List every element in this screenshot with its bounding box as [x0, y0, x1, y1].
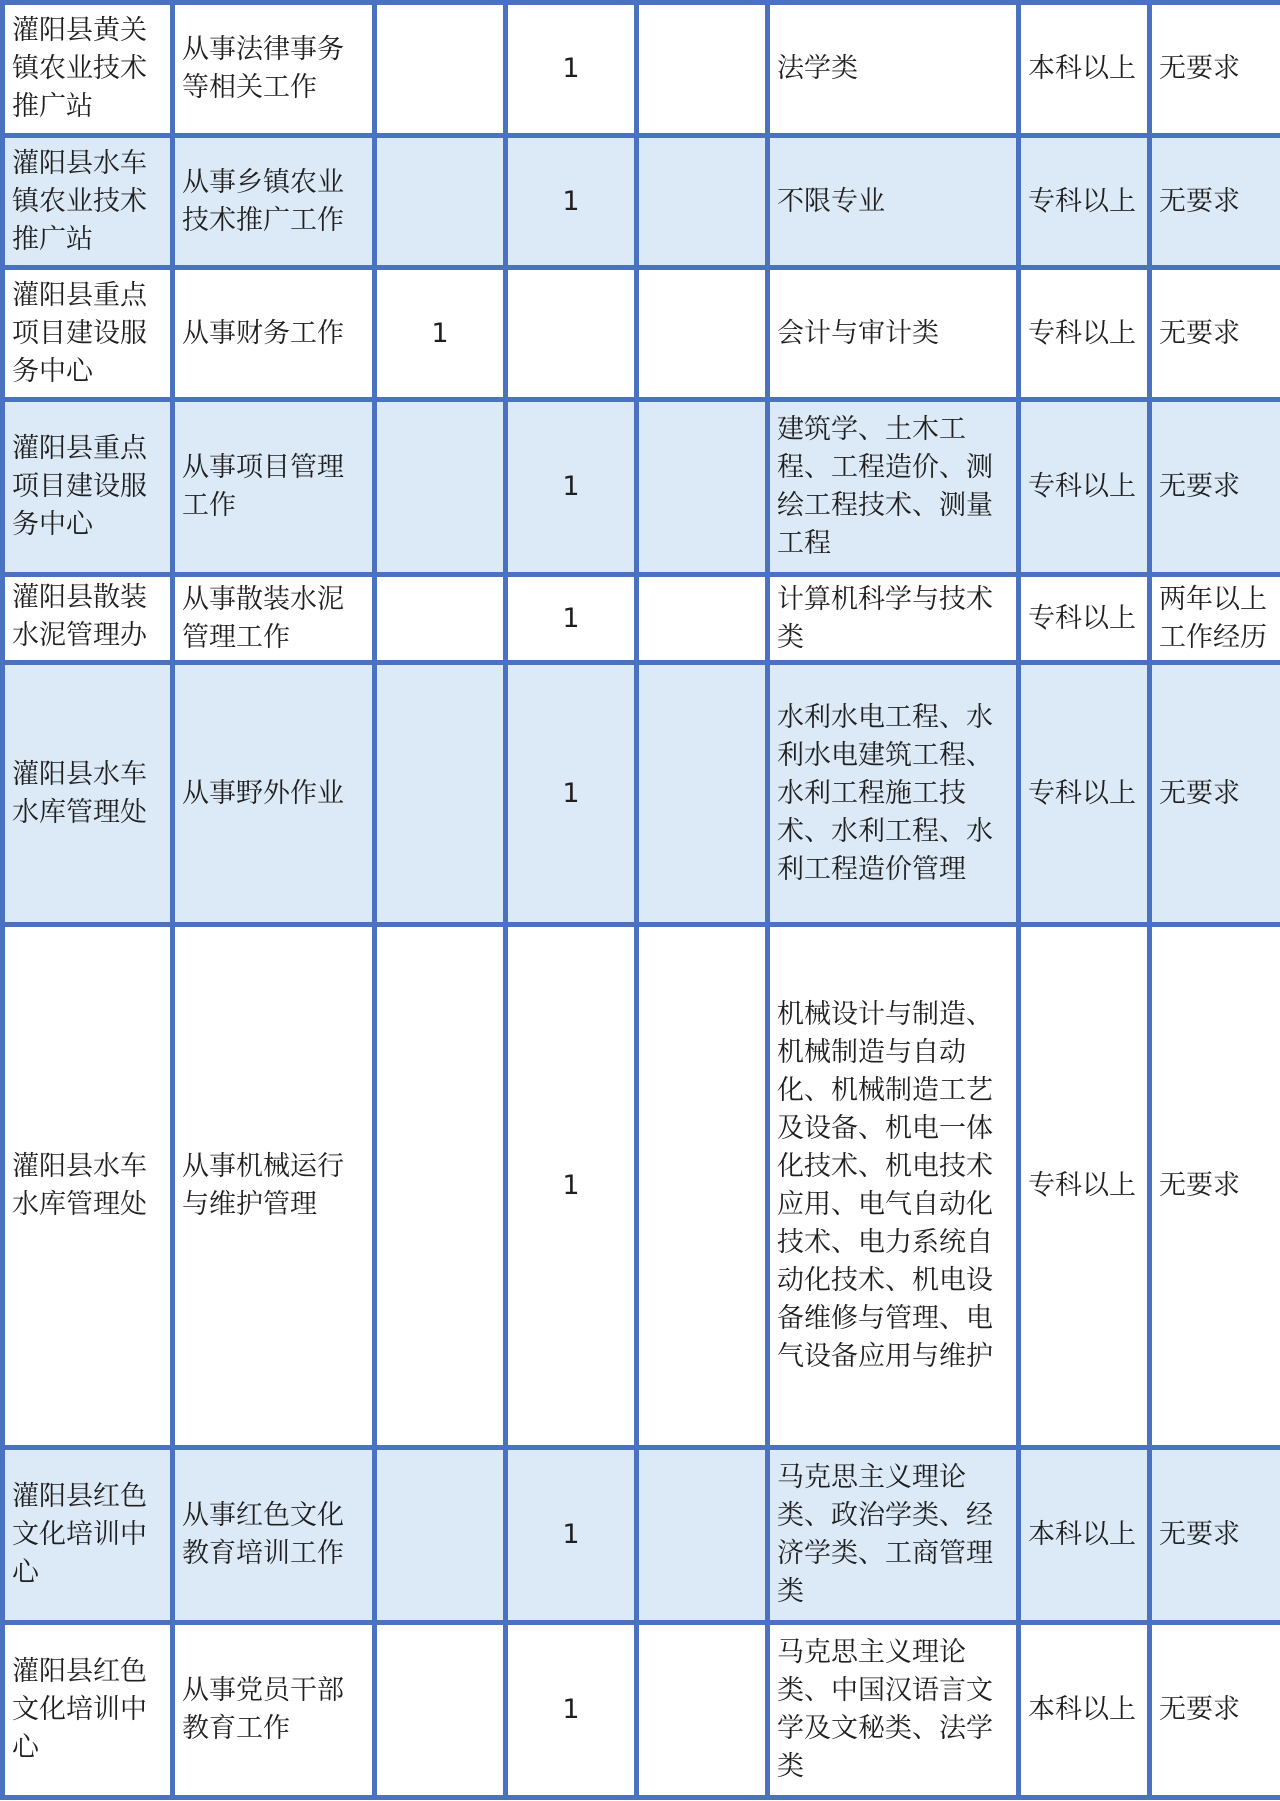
- major-cell: 机械设计与制造、机械制造与自动化、机械制造工艺及设备、机电一体化技术、机电技术应用、电气自动化技术、电力系统自动化技术、机电设备维修与管理、电气设备应用与维护: [768, 925, 1019, 1448]
- major-cell: 法学类: [768, 3, 1019, 136]
- education-cell: 本科以上: [1019, 3, 1150, 136]
- count-cell-3: [637, 3, 768, 136]
- unit-cell: 灌阳县水车水库管理处: [3, 663, 173, 925]
- major-cell: 建筑学、土木工程、工程造价、测绘工程技术、测量工程: [768, 400, 1019, 575]
- major-cell: 计算机科学与技术类: [768, 575, 1019, 663]
- count-cell-1: 1: [375, 268, 506, 400]
- duty-cell: 从事项目管理工作: [173, 400, 375, 575]
- count-cell-2: 1: [506, 1623, 637, 1798]
- experience-cell: 无要求: [1150, 3, 1280, 136]
- unit-cell: 灌阳县黄关镇农业技术推广站: [3, 3, 173, 136]
- count-cell-3: [637, 1448, 768, 1623]
- major-cell: 会计与审计类: [768, 268, 1019, 400]
- count-cell-2: 1: [506, 1448, 637, 1623]
- duty-cell: 从事野外作业: [173, 663, 375, 925]
- count-cell-1: [375, 575, 506, 663]
- unit-cell: 灌阳县红色文化培训中心: [3, 1448, 173, 1623]
- count-cell-2: 1: [506, 575, 637, 663]
- experience-cell: 两年以上工作经历: [1150, 575, 1280, 663]
- unit-cell: 灌阳县重点项目建设服务中心: [3, 268, 173, 400]
- education-cell: 本科以上: [1019, 1448, 1150, 1623]
- education-cell: 专科以上: [1019, 400, 1150, 575]
- education-cell: 专科以上: [1019, 925, 1150, 1448]
- duty-cell: 从事党员干部教育工作: [173, 1623, 375, 1798]
- count-cell-2: [506, 268, 637, 400]
- duty-cell: 从事法律事务等相关工作: [173, 3, 375, 136]
- count-cell-1: [375, 136, 506, 268]
- experience-cell: 无要求: [1150, 136, 1280, 268]
- unit-cell: 灌阳县重点项目建设服务中心: [3, 400, 173, 575]
- duty-cell: 从事乡镇农业技术推广工作: [173, 136, 375, 268]
- count-cell-3: [637, 925, 768, 1448]
- count-cell-3: [637, 1623, 768, 1798]
- duty-cell: 从事散装水泥管理工作: [173, 575, 375, 663]
- education-cell: 本科以上: [1019, 1623, 1150, 1798]
- count-cell-3: [637, 136, 768, 268]
- duty-cell: 从事财务工作: [173, 268, 375, 400]
- education-cell: 专科以上: [1019, 663, 1150, 925]
- table-row: [3, 1623, 1280, 1798]
- count-cell-1: [375, 925, 506, 1448]
- table-row: [3, 268, 1280, 400]
- unit-cell: 灌阳县红色文化培训中心: [3, 1623, 173, 1798]
- duty-cell: 从事红色文化教育培训工作: [173, 1448, 375, 1623]
- count-cell-1: [375, 1623, 506, 1798]
- experience-cell: 无要求: [1150, 663, 1280, 925]
- major-cell: 马克思主义理论类、政治学类、经济学类、工商管理类: [768, 1448, 1019, 1623]
- education-cell: 专科以上: [1019, 575, 1150, 663]
- experience-cell: 无要求: [1150, 925, 1280, 1448]
- count-cell-3: [637, 575, 768, 663]
- unit-cell: 灌阳县水车镇农业技术推广站: [3, 136, 173, 268]
- count-cell-2: 1: [506, 3, 637, 136]
- table-row: [3, 136, 1280, 268]
- table-row: [3, 575, 1280, 663]
- experience-cell: 无要求: [1150, 400, 1280, 575]
- unit-cell: [3, 575, 173, 663]
- count-cell-1: [375, 1448, 506, 1623]
- table-row: [3, 3, 1280, 136]
- count-cell-3: [637, 268, 768, 400]
- table-row: [3, 400, 1280, 575]
- count-cell-2: 1: [506, 663, 637, 925]
- count-cell-3: [637, 400, 768, 575]
- experience-cell: 无要求: [1150, 1448, 1280, 1623]
- major-cell: 马克思主义理论类、中国汉语言文学及文秘类、法学类: [768, 1623, 1019, 1798]
- experience-cell: 无要求: [1150, 1623, 1280, 1798]
- table-row: [3, 925, 1280, 1448]
- experience-cell: 无要求: [1150, 268, 1280, 400]
- major-cell: 不限专业: [768, 136, 1019, 268]
- table-row: [3, 663, 1280, 925]
- count-cell-2: 1: [506, 136, 637, 268]
- unit-cell: 灌阳县水车水库管理处: [3, 925, 173, 1448]
- education-cell: 专科以上: [1019, 268, 1150, 400]
- table-row: [3, 1448, 1280, 1623]
- count-cell-1: [375, 663, 506, 925]
- unit-text: 灌阳县散装水泥管理办: [12, 582, 147, 651]
- major-cell: 水利水电工程、水利水电建筑工程、水利工程施工技术、水利工程、水利工程造价管理: [768, 663, 1019, 925]
- count-cell-2: 1: [506, 925, 637, 1448]
- duty-cell: 从事机械运行与维护管理: [173, 925, 375, 1448]
- count-cell-1: [375, 400, 506, 575]
- count-cell-3: [637, 663, 768, 925]
- count-cell-2: 1: [506, 400, 637, 575]
- education-cell: 专科以上: [1019, 136, 1150, 268]
- count-cell-1: [375, 3, 506, 136]
